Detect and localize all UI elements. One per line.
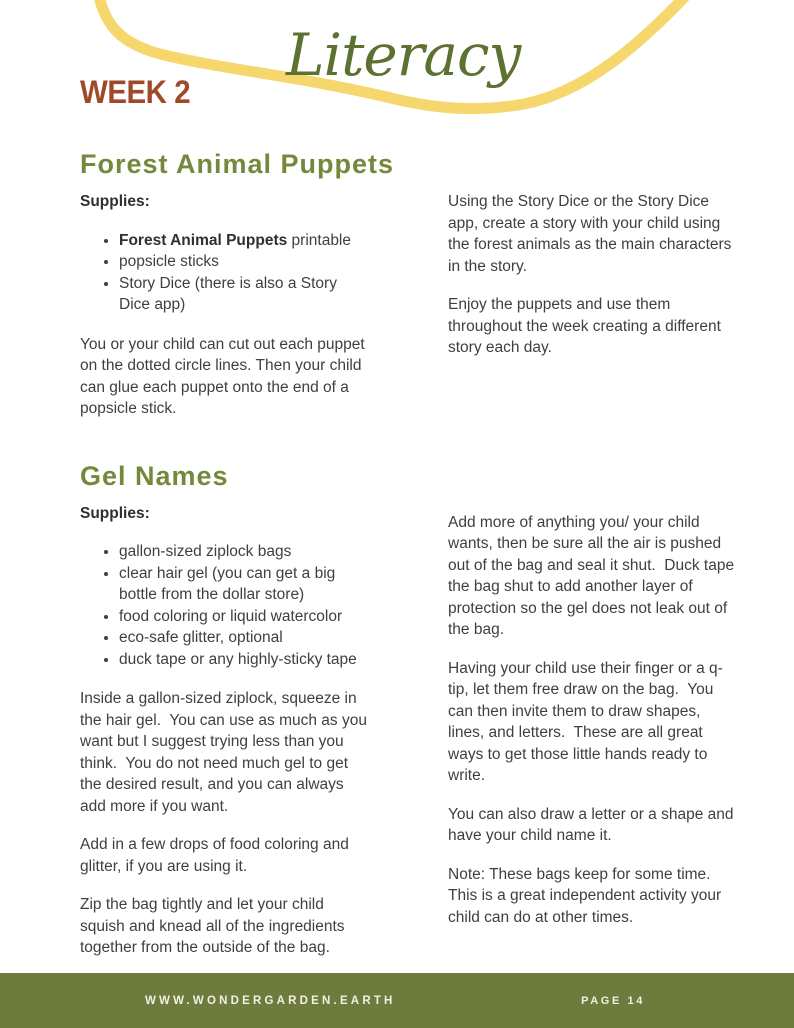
page-content: [0, 148, 794, 959]
paragraph: Add more of anything you/ your child wants, then be sure all the air is pushed out of the bag and seal it shut. Duck tape the bag shut to add another layer of protection so the gel does not leak out of the bag.: [448, 513, 739, 638]
supply-item-text: gallon-sized ziplock bags: [119, 543, 292, 560]
right-column: [448, 191, 738, 359]
page-footer: [0, 973, 794, 1028]
supply-item-text: printable: [287, 231, 351, 249]
supply-item-text: food coloring or liquid watercolor: [119, 607, 343, 625]
page-header: [0, 0, 794, 140]
paragraph: Having your child use their finger or a q-tip, let them free draw on the bag. You can then invite them to draw shapes, lines, and letters. These are all great ways to get those little hands ready to write.: [448, 659, 723, 784]
supply-item: [119, 606, 372, 628]
paragraph: Inside a gallon-sized ziplock, squeeze in the hair gel. You can use as much as you want but I suggest trying less than you think. You do not need much gel to get the desired result, and you can always add more if you want.: [80, 690, 372, 815]
week-label: WEEK 2: [80, 74, 191, 110]
supply-item: [119, 649, 372, 671]
footer-website: WWW.WONDERGARDEN.EARTH: [145, 994, 396, 1007]
supplies-label: Supplies:: [80, 193, 150, 210]
supplies-label: Supplies:: [80, 504, 150, 522]
supply-item: [119, 563, 372, 606]
supply-item-text: popsicle sticks: [119, 253, 219, 270]
supply-item: [119, 273, 372, 316]
left-column: [80, 503, 372, 959]
section-forest-animal-puppets: [80, 148, 738, 420]
section-heading: Gel Names: [80, 460, 229, 491]
paragraph: Zip the bag tightly and let your child squish and knead all of the ingredients together from the outside of the bag.: [80, 896, 349, 956]
supply-item-text: duck tape or any highly-sticky tape: [119, 650, 357, 668]
supply-item-text: Story Dice (there is also a Story Dice app): [119, 274, 337, 313]
paragraph: Note: These bags keep for some time. This is a great independent activity your child can do at other times.: [448, 865, 726, 926]
left-column: [80, 191, 372, 420]
supply-item: [119, 541, 372, 563]
paragraph: Enjoy the puppets and use them throughout the week creating a different story each day.: [448, 296, 726, 356]
page-title-script: Literacy: [286, 21, 521, 89]
section-columns: [80, 191, 738, 420]
section-columns: [80, 503, 738, 959]
paragraph: You or your child can cut out each puppet on the dotted circle lines. Then your child can glue each puppet onto the end of a popsicle stick.: [80, 335, 369, 417]
footer-page-number: PAGE 14: [581, 994, 645, 1007]
supply-item-bold: Forest Animal Puppets: [119, 231, 288, 249]
section-gel-names: [80, 460, 738, 959]
paragraph: Using the Story Dice or the Story Dice app, create a story with your child using the forest animals as the main characters in the story.: [448, 193, 736, 275]
supply-item-text: eco-safe glitter, optional: [119, 629, 283, 646]
paragraph: Add in a few drops of food coloring and glitter, if you are using it.: [80, 836, 354, 875]
right-column: [448, 503, 738, 929]
supply-item: [119, 627, 372, 649]
supply-item: [119, 230, 372, 252]
paragraph: You can also draw a letter or a shape and have your child name it.: [448, 805, 738, 844]
section-heading: Forest Animal Puppets: [80, 149, 395, 179]
supplies-list: [80, 230, 372, 316]
supply-item-text: clear hair gel (you can get a big bottle from the dollar store): [119, 564, 336, 603]
supplies-list: [80, 541, 372, 670]
supply-item: [119, 251, 372, 273]
